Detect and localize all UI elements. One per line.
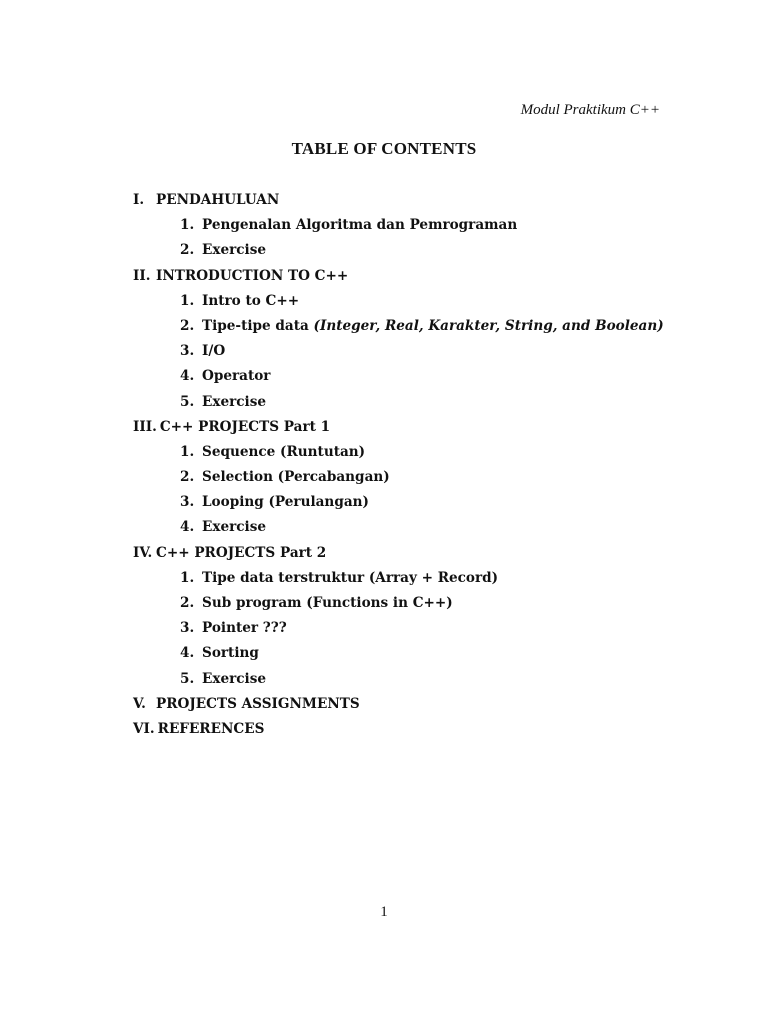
toc-section-projects-assignments bbox=[133, 692, 693, 717]
toc-item bbox=[133, 490, 693, 515]
item-label: Exercise bbox=[202, 242, 267, 259]
section-numeral: I. bbox=[133, 192, 145, 208]
item-number: 3. bbox=[180, 343, 195, 360]
item-number: 3. bbox=[180, 620, 195, 637]
item-number: 1. bbox=[180, 292, 195, 309]
item-number: 5. bbox=[180, 393, 195, 410]
item-label: Looping (Perulangan) bbox=[202, 494, 369, 511]
section-label: C++ PROJECTS Part 2 bbox=[156, 544, 327, 561]
item-label: Pointer ??? bbox=[202, 620, 287, 637]
item-number: 1. bbox=[180, 443, 195, 460]
page-title: TABLE OF CONTENTS bbox=[291, 139, 477, 158]
section-label: C++ PROJECTS Part 1 bbox=[159, 418, 331, 435]
item-label: Operator bbox=[202, 368, 271, 385]
toc-section-introduction bbox=[133, 264, 693, 289]
toc-item bbox=[133, 364, 693, 389]
section-numeral: III. bbox=[133, 418, 157, 435]
toc-item bbox=[133, 440, 693, 465]
item-label: Tipe data terstruktur (Array + Record) bbox=[202, 569, 499, 586]
section-numeral: II. bbox=[133, 267, 151, 284]
section-numeral: V. bbox=[133, 695, 146, 712]
toc-item bbox=[133, 667, 693, 692]
item-label: I/O bbox=[202, 343, 226, 360]
toc-section-projects-part-1 bbox=[133, 415, 693, 440]
toc-item bbox=[133, 314, 693, 339]
toc-item bbox=[133, 339, 693, 364]
section-label: PROJECTS ASSIGNMENTS bbox=[156, 695, 360, 712]
toc-item bbox=[133, 465, 693, 490]
item-label: Exercise bbox=[202, 519, 267, 536]
item-number: 2. bbox=[180, 469, 195, 486]
toc-section-projects-part-2 bbox=[133, 541, 693, 566]
item-number: 1. bbox=[180, 569, 195, 586]
item-number: 2. bbox=[180, 595, 195, 611]
item-label: Exercise bbox=[202, 393, 267, 410]
item-number: 5. bbox=[180, 670, 195, 687]
toc-item bbox=[133, 641, 693, 666]
section-label: PENDAHULUAN bbox=[156, 192, 280, 208]
toc-item bbox=[133, 591, 693, 616]
module-header: Modul Praktikum C++ bbox=[520, 102, 660, 118]
toc-item bbox=[133, 213, 693, 238]
item-number: 1. bbox=[180, 217, 195, 234]
toc-item bbox=[133, 566, 693, 591]
item-label: Sub program (Functions in C++) bbox=[202, 595, 453, 611]
toc-item bbox=[133, 390, 693, 415]
item-label: Pengenalan Algoritma dan Pemrograman bbox=[202, 217, 518, 234]
page-number: 1 bbox=[380, 904, 388, 920]
item-number: 4. bbox=[180, 519, 195, 536]
section-numeral: IV. bbox=[133, 544, 153, 561]
item-label: Tipe-tipe data bbox=[202, 317, 314, 334]
item-number: 3. bbox=[180, 494, 195, 511]
toc-item bbox=[133, 515, 693, 540]
table-of-contents bbox=[133, 188, 693, 742]
toc-item bbox=[133, 289, 693, 314]
item-label: Sequence (Runtutan) bbox=[202, 443, 366, 460]
item-number: 2. bbox=[180, 242, 195, 259]
item-label: Sorting bbox=[202, 645, 259, 662]
item-detail: (Integer, Real, Karakter, String, and Boolean) bbox=[313, 317, 664, 334]
toc-item bbox=[133, 616, 693, 641]
section-numeral: VI. bbox=[133, 720, 155, 737]
toc-section-references bbox=[133, 717, 693, 742]
toc-item bbox=[133, 238, 693, 263]
item-number: 4. bbox=[180, 645, 195, 662]
toc-section-pendahuluan bbox=[133, 188, 693, 213]
item-number: 4. bbox=[180, 368, 195, 385]
item-label: Selection (Percabangan) bbox=[202, 469, 390, 486]
item-label: Intro to C++ bbox=[202, 292, 300, 309]
section-label: INTRODUCTION TO C++ bbox=[156, 267, 349, 284]
section-label: REFERENCES bbox=[157, 720, 265, 737]
item-label: Exercise bbox=[202, 670, 267, 687]
item-number: 2. bbox=[180, 317, 195, 334]
